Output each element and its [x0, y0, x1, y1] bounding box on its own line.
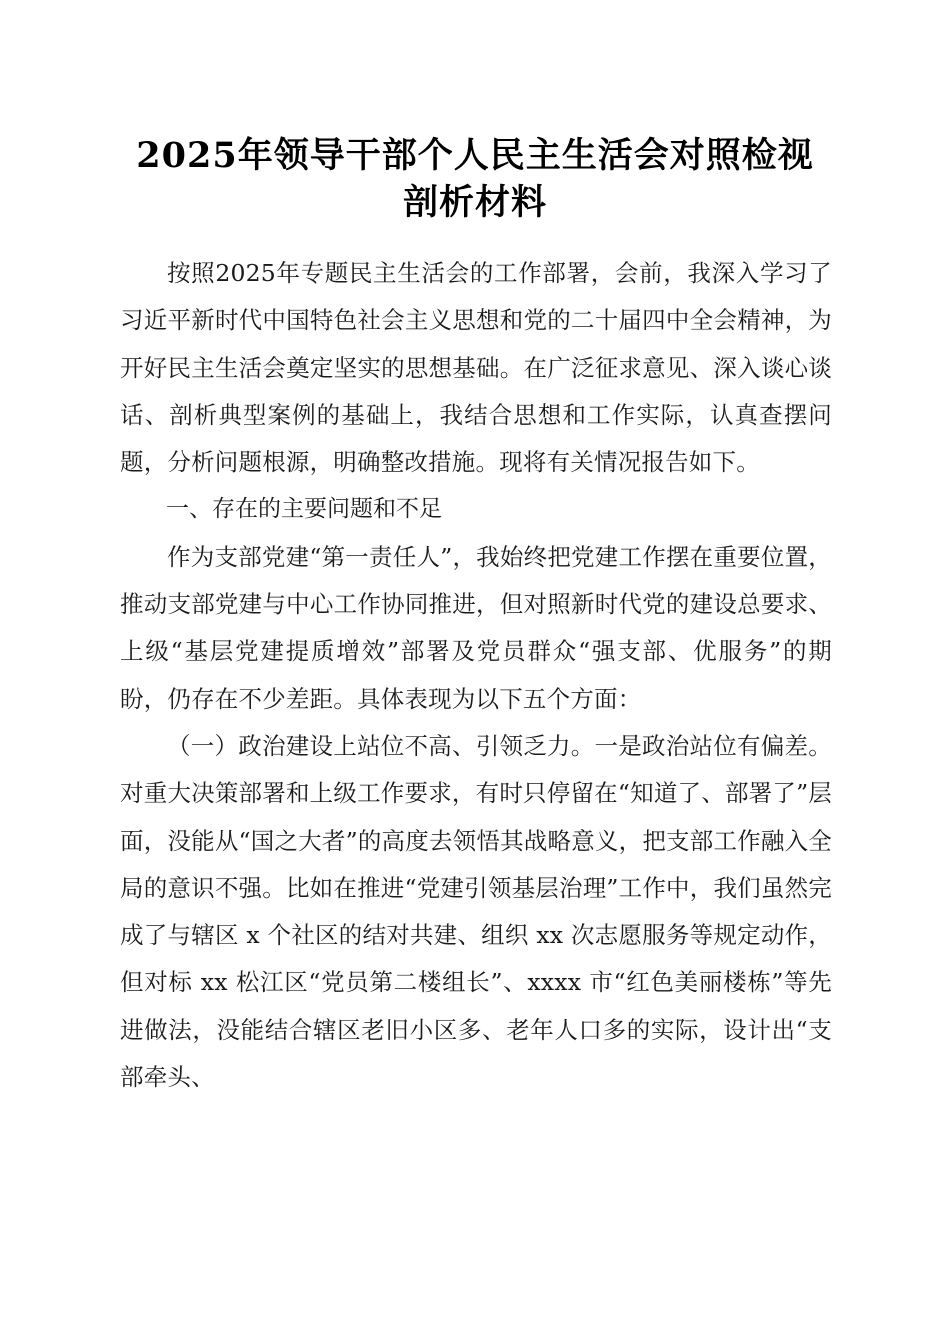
item-text: 一是政治站位有偏差。对重大决策部署和上级工作要求，有时只停留在“知道了、部署了”层面，没能从“国之大者”的高度去领悟其战略意义，把支部工作融入全局的意识不强。比如在推进“党建引领基层治理”工作中，我们虽然完成了与辖区 x 个社区的结对共建、组织 xx 次志愿服务等规定动作，但对标 xx 松江区“党员第二楼组长”、xxxx 市“红色美丽楼栋”等先进做法，没能结合辖区老旧小区多、老年人口多的实际，设计出“支部牵头、 — [120, 731, 832, 1092]
document-title: 2025年领导干部个人民主生活会对照检视剖析材料 — [136, 135, 814, 223]
section-heading: 一、存在的主要问题和不足 — [166, 496, 442, 523]
item-paragraph — [120, 723, 832, 1101]
document-body — [120, 250, 832, 1101]
section-intro-paragraph: 作为支部党建“第一责任人”，我始终把党建工作摆在重要位置，推动支部党建与中心工作协同推进，但对照新时代党的建设总要求、上级“基层党建提质增效”部署及党员群众“强支部、优服务”的期盼，仍存在不少差距。具体表现为以下五个方面： — [120, 542, 832, 713]
item-lead: （一）政治建设上站位不高、引领乏力。 — [167, 731, 595, 760]
intro-paragraph: 按照2025年专题民主生活会的工作部署，会前，我深入学习了习近平新时代中国特色社会主义思想和党的二十届四中全会精神，为开好民主生活会奠定坚实的思想基础。在广泛征求意见、深入谈心谈话、剖析典型案例的基础上，我结合思想和工作实际，认真查摆问题，分析问题根源，明确整改措施。现将有关情况报告如下。 — [120, 259, 832, 477]
